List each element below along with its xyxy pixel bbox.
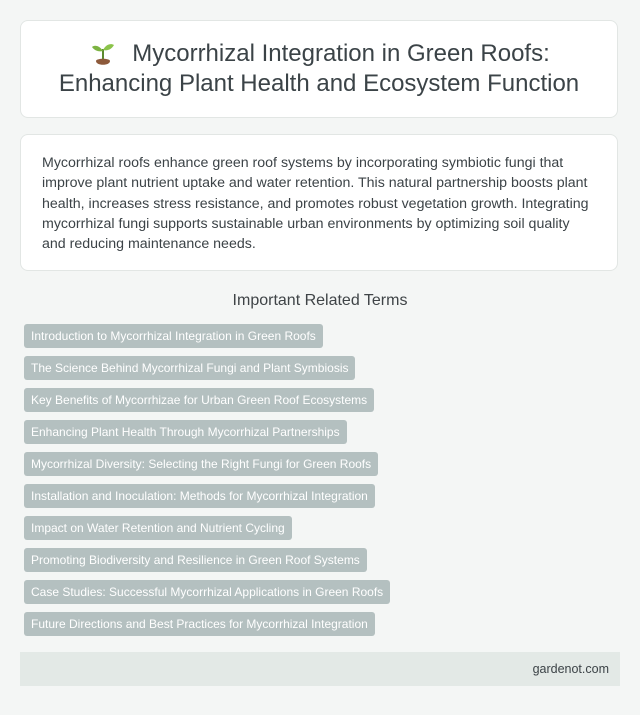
page-title-line-1 [88, 39, 550, 69]
term-tag[interactable]: Future Directions and Best Practices for Mycorrhizal Integration [24, 612, 375, 636]
related-terms-heading: Important Related Terms [232, 292, 408, 309]
term-tag[interactable]: Enhancing Plant Health Through Mycorrhizal Partnerships [24, 420, 347, 444]
term-tag[interactable]: Key Benefits of Mycorrhizae for Urban Green Roof Ecosystems [24, 388, 374, 412]
term-tag[interactable]: Case Studies: Successful Mycorrhizal Applications in Green Roofs [24, 580, 390, 604]
term-tag[interactable]: Impact on Water Retention and Nutrient Cycling [24, 516, 292, 540]
term-tag[interactable]: Mycorrhizal Diversity: Selecting the Right Fungi for Green Roofs [24, 452, 378, 476]
page-title-line-2: Enhancing Plant Health and Ecosystem Function [58, 70, 580, 97]
related-terms-list [24, 324, 390, 644]
term-tag[interactable]: Installation and Inoculation: Methods for Mycorrhizal Integration [24, 484, 375, 508]
title-card [20, 20, 618, 118]
term-tag[interactable]: Promoting Biodiversity and Resilience in Green Roof Systems [24, 548, 367, 572]
page-title-text-1: Mycorrhizal Integration in Green Roofs: [132, 40, 550, 67]
sprout-icon [88, 39, 118, 69]
description-text: Mycorrhizal roofs enhance green roof systems by incorporating symbiotic fungi that improve plant nutrient uptake and water retention. This natural partnership boosts plant health, increases stress resistance, and promotes robust vegetation growth. Integrating mycorrhizal fungi supports sustainable urban environments by optimizing soil quality and reducing maintenance needs. [42, 155, 589, 253]
footer [20, 652, 620, 686]
footer-site-link[interactable]: gardenot.com [532, 662, 609, 676]
description-card [20, 134, 618, 271]
term-tag[interactable]: Introduction to Mycorrhizal Integration in Green Roofs [24, 324, 323, 348]
term-tag[interactable]: The Science Behind Mycorrhizal Fungi and Plant Symbiosis [24, 356, 355, 380]
